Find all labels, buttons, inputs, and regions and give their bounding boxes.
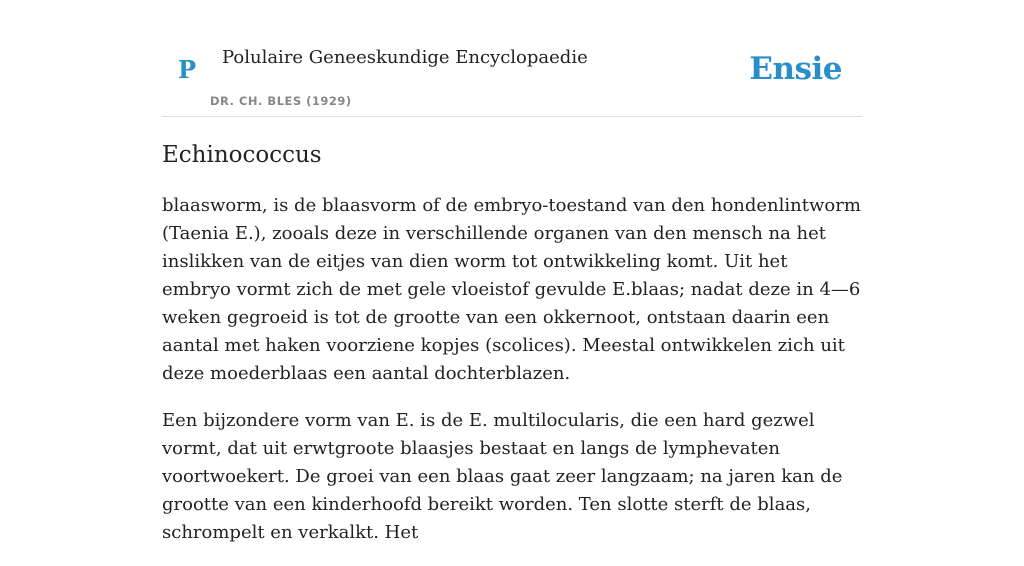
article-title: Echinococcus: [162, 142, 322, 168]
page: [162, 0, 862, 543]
article-paragraph: Een bijzondere vorm van E. is de E. multilocularis, die een hard gezwel vormt, dat uit erwtgroote blaasjes bestaat en langs de lymphevaten voortwoekert. De groei van een blaas gaat zeer langzaam; na jaren kan de grootte van een kinderhoofd bereikt worden. Ten slotte sterft de blaas, schrompelt en verkalkt. Het: [162, 410, 843, 543]
article-paragraph: blaasworm, is de blaasvorm of de embryo-toestand van den hondenlintworm (Taenia E.), zooals deze in verschillende organen van den mensch na het inslikken van de eitjes van dien worm tot ontwikkeling komt. Uit het embryo vormt zich de met gele vloeistof gevulde E.blaas; nadat deze in 4—6 weken gegroeid is tot de grootte van een okkernoot, ontstaan daarin een aantal met haken voorziene kopjes (scolices). Meestal ontwikkelen zich uit deze moederblaas een aantal dochterblazen.: [162, 195, 861, 384]
publication-author: DR. CH. BLES (1929): [210, 94, 352, 108]
header: [162, 0, 862, 117]
article-body: [162, 192, 862, 566]
publication-title[interactable]: Polulaire Geneeskundige Encyclopaedie: [222, 47, 588, 68]
brand-logo[interactable]: Ensie: [749, 51, 842, 87]
publication-logo[interactable]: P: [178, 55, 197, 84]
